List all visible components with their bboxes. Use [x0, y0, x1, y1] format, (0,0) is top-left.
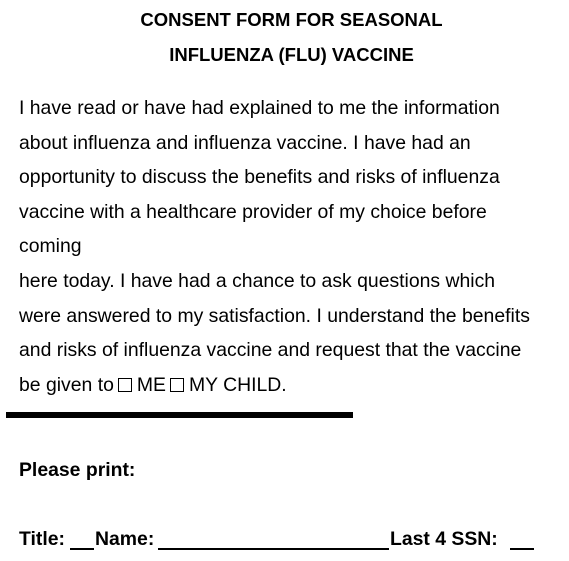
ssn-label: Last 4 SSN:: [390, 528, 498, 550]
statement-line: here today. I have had a chance to ask questions which: [19, 269, 496, 292]
me-checkbox[interactable]: [118, 378, 132, 392]
statement-line: and risks of influenza vaccine and request that the vaccine: [19, 339, 522, 362]
statement-line: were answered to my satisfaction. I understand the benefits: [19, 304, 530, 327]
section-divider: [6, 412, 353, 418]
name-field[interactable]: [158, 548, 389, 550]
name-label: Name:: [95, 528, 155, 550]
given-to-label: be given to: [19, 373, 114, 396]
form-title-line-1: CONSENT FORM FOR SEASONAL: [140, 9, 443, 30]
title-field[interactable]: [70, 548, 94, 550]
statement-line: about influenza and influenza vaccine. I have had an: [19, 131, 471, 154]
ssn-field[interactable]: [510, 548, 534, 550]
statement-line: coming: [19, 235, 82, 258]
my-child-option-label: MY CHILD.: [188, 373, 287, 396]
my-child-checkbox[interactable]: [170, 378, 184, 392]
signature-fields-row: [19, 527, 559, 553]
statement-line: vaccine with a healthcare provider of my choice before: [19, 200, 487, 223]
consent-statement: [19, 91, 567, 402]
title-label: Title:: [19, 528, 65, 550]
statement-line: I have read or have had explained to me the information: [19, 97, 500, 119]
statement-last-line: [19, 368, 567, 403]
please-print-label: Please print:: [19, 459, 136, 481]
form-title-line-2: INFLUENZA (FLU) VACCINE: [169, 44, 414, 65]
statement-line: opportunity to discuss the benefits and risks of influenza: [19, 166, 500, 189]
me-option-label: ME: [136, 373, 166, 396]
